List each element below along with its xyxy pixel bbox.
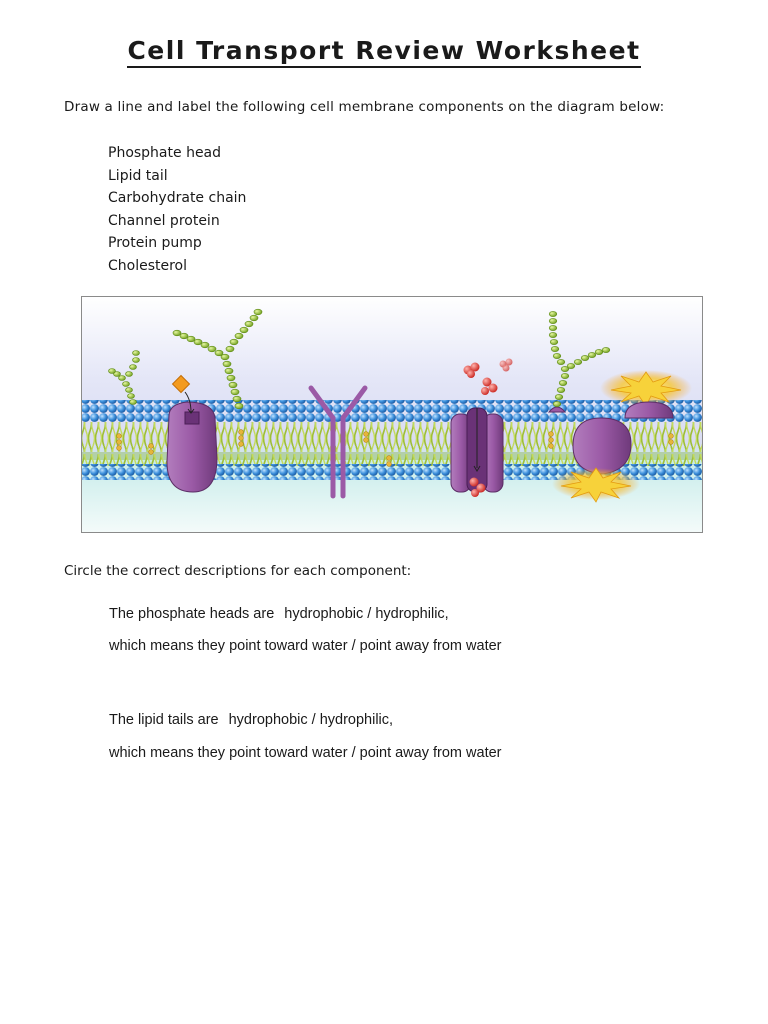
component-phosphate-head: Phosphate head [108,145,222,161]
question-lipid-line-2[interactable]: which means they point toward water / point away from water [109,745,502,761]
question-phosphate-choices[interactable]: hydrophobic / hydrophilic, [284,606,449,622]
component-protein-pump: Protein pump [108,235,202,251]
question-phosphate-lead: The phosphate heads are [109,606,275,622]
worksheet-title: Cell Transport Review Worksheet [0,36,768,65]
question-phosphate-line-2[interactable]: which means they point toward water / point away from water [109,638,502,654]
cell-membrane-diagram [81,296,703,533]
component-channel-protein: Channel protein [108,212,220,229]
component-carbohydrate-chain: Carbohydrate chain [108,190,247,206]
component-list [108,142,246,277]
circle-instruction: Circle the correct descriptions for each component: [64,563,412,579]
question-lipid-choices[interactable]: hydrophobic / hydrophilic, [228,712,394,728]
question-phosphate-line-1 [109,606,449,622]
component-lipid-tail: Lipid tail [108,167,168,184]
question-lipid-line-1 [109,712,393,728]
question-lipid-lead: The lipid tails are [109,712,219,728]
labeling-instruction: Draw a line and label the following cell membrane components on the diagram below: [64,99,665,115]
component-cholesterol: Cholesterol [108,257,188,274]
